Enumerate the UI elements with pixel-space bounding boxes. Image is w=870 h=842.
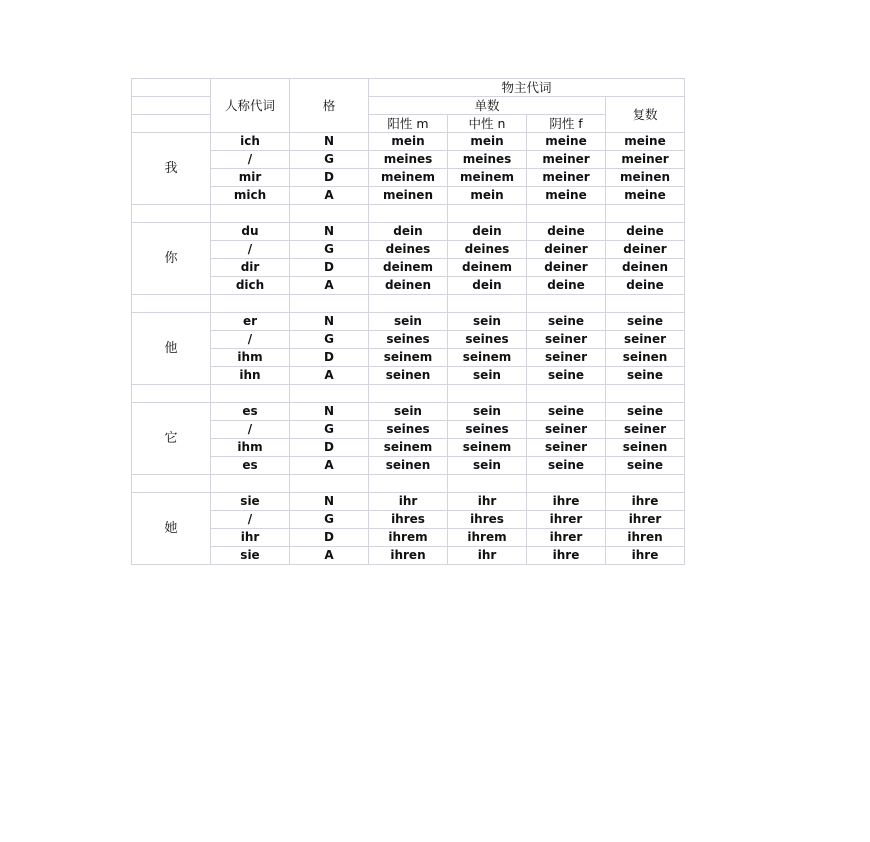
empty-cell [211, 205, 290, 223]
plural-cell: meiner [606, 151, 685, 169]
case-cell: G [290, 331, 369, 349]
masculine-cell: seines [369, 331, 448, 349]
empty-cell [290, 205, 369, 223]
empty-cell [527, 385, 606, 403]
neuter-cell: sein [448, 403, 527, 421]
feminine-cell: meine [527, 133, 606, 151]
feminine-cell: ihre [527, 547, 606, 565]
person-label: 她 [132, 493, 211, 565]
feminine-cell: ihrer [527, 511, 606, 529]
person-label: 我 [132, 133, 211, 205]
header-empty-cell [132, 97, 211, 115]
feminine-cell: meiner [527, 169, 606, 187]
feminine-cell: seiner [527, 421, 606, 439]
table-body [132, 133, 685, 565]
pronoun-cell: dich [211, 277, 290, 295]
pronoun-cell: ihn [211, 367, 290, 385]
masculine-cell: sein [369, 403, 448, 421]
empty-cell [132, 295, 211, 313]
neuter-cell: seines [448, 421, 527, 439]
header-empty-cell [132, 79, 211, 97]
plural-cell: meinen [606, 169, 685, 187]
plural-cell: seinen [606, 439, 685, 457]
feminine-cell: seine [527, 313, 606, 331]
table-row [132, 277, 685, 295]
case-cell: A [290, 457, 369, 475]
header-possessive: 物主代词 [369, 79, 685, 97]
masculine-cell: seinen [369, 457, 448, 475]
feminine-cell: meiner [527, 151, 606, 169]
neuter-cell: dein [448, 223, 527, 241]
plural-cell: meine [606, 133, 685, 151]
case-cell: N [290, 223, 369, 241]
neuter-cell: ihrem [448, 529, 527, 547]
table-row [132, 529, 685, 547]
masculine-cell: seinem [369, 349, 448, 367]
plural-cell: seine [606, 367, 685, 385]
feminine-cell: meine [527, 187, 606, 205]
neuter-cell: seines [448, 331, 527, 349]
masculine-cell: seines [369, 421, 448, 439]
neuter-cell: mein [448, 133, 527, 151]
plural-cell: seiner [606, 331, 685, 349]
neuter-cell: seinem [448, 349, 527, 367]
empty-cell [448, 475, 527, 493]
person-label: 它 [132, 403, 211, 475]
group-separator-row [132, 385, 685, 403]
pronoun-cell: du [211, 223, 290, 241]
table-row [132, 349, 685, 367]
plural-cell: deine [606, 277, 685, 295]
feminine-cell: seiner [527, 331, 606, 349]
empty-cell [448, 385, 527, 403]
feminine-cell: deiner [527, 259, 606, 277]
pronoun-cell: dir [211, 259, 290, 277]
case-cell: A [290, 547, 369, 565]
empty-cell [369, 295, 448, 313]
pronoun-cell: es [211, 457, 290, 475]
plural-cell: ihren [606, 529, 685, 547]
table-row [132, 493, 685, 511]
table-row [132, 187, 685, 205]
empty-cell [448, 205, 527, 223]
neuter-cell: sein [448, 457, 527, 475]
empty-cell [606, 205, 685, 223]
empty-cell [211, 475, 290, 493]
table-row [132, 367, 685, 385]
neuter-cell: ihr [448, 547, 527, 565]
feminine-cell: seiner [527, 349, 606, 367]
header-case: 格 [290, 79, 369, 133]
feminine-cell: seine [527, 457, 606, 475]
case-cell: N [290, 403, 369, 421]
case-cell: N [290, 313, 369, 331]
empty-cell [527, 475, 606, 493]
header-neuter: 中性 n [448, 115, 527, 133]
header-empty-cell [132, 115, 211, 133]
case-cell: D [290, 529, 369, 547]
masculine-cell: meinen [369, 187, 448, 205]
pronoun-cell: er [211, 313, 290, 331]
empty-cell [132, 385, 211, 403]
neuter-cell: sein [448, 367, 527, 385]
pronoun-cell: / [211, 421, 290, 439]
neuter-cell: dein [448, 277, 527, 295]
table-row [132, 457, 685, 475]
neuter-cell: seinem [448, 439, 527, 457]
neuter-cell: meines [448, 151, 527, 169]
empty-cell [369, 385, 448, 403]
empty-cell [369, 475, 448, 493]
header-feminine: 阴性 f [527, 115, 606, 133]
pronoun-cell: es [211, 403, 290, 421]
empty-cell [132, 475, 211, 493]
case-cell: D [290, 169, 369, 187]
masculine-cell: meinem [369, 169, 448, 187]
plural-cell: deiner [606, 241, 685, 259]
empty-cell [211, 385, 290, 403]
pronoun-cell: / [211, 331, 290, 349]
plural-cell: seinen [606, 349, 685, 367]
feminine-cell: seiner [527, 439, 606, 457]
case-cell: A [290, 277, 369, 295]
pronoun-cell: / [211, 151, 290, 169]
case-cell: N [290, 133, 369, 151]
plural-cell: ihre [606, 547, 685, 565]
empty-cell [527, 295, 606, 313]
header-personal-pronoun: 人称代词 [211, 79, 290, 133]
pronoun-cell: / [211, 241, 290, 259]
table-row [132, 259, 685, 277]
feminine-cell: ihre [527, 493, 606, 511]
masculine-cell: mein [369, 133, 448, 151]
masculine-cell: seinem [369, 439, 448, 457]
table-row [132, 313, 685, 331]
feminine-cell: deine [527, 223, 606, 241]
pronoun-cell: ihm [211, 349, 290, 367]
masculine-cell: sein [369, 313, 448, 331]
table-row [132, 223, 685, 241]
case-cell: D [290, 439, 369, 457]
empty-cell [369, 205, 448, 223]
pronoun-cell: ihr [211, 529, 290, 547]
pronoun-cell: mir [211, 169, 290, 187]
pronoun-cell: ich [211, 133, 290, 151]
empty-cell [132, 205, 211, 223]
plural-cell: seine [606, 313, 685, 331]
masculine-cell: deines [369, 241, 448, 259]
person-label: 你 [132, 223, 211, 295]
case-cell: G [290, 511, 369, 529]
neuter-cell: ihr [448, 493, 527, 511]
table-row [132, 241, 685, 259]
neuter-cell: meinem [448, 169, 527, 187]
table-row [132, 511, 685, 529]
plural-cell: ihrer [606, 511, 685, 529]
case-cell: A [290, 187, 369, 205]
header-plural: 复数 [606, 97, 685, 133]
masculine-cell: ihres [369, 511, 448, 529]
masculine-cell: ihr [369, 493, 448, 511]
plural-cell: deinen [606, 259, 685, 277]
case-cell: D [290, 349, 369, 367]
neuter-cell: sein [448, 313, 527, 331]
case-cell: G [290, 421, 369, 439]
neuter-cell: ihres [448, 511, 527, 529]
empty-cell [448, 295, 527, 313]
table-row [132, 439, 685, 457]
feminine-cell: deiner [527, 241, 606, 259]
table-row [132, 547, 685, 565]
empty-cell [606, 385, 685, 403]
pronoun-cell: / [211, 511, 290, 529]
pronoun-cell: sie [211, 547, 290, 565]
case-cell: N [290, 493, 369, 511]
header-masculine: 阳性 m [369, 115, 448, 133]
masculine-cell: deinem [369, 259, 448, 277]
case-cell: D [290, 259, 369, 277]
table-row [132, 421, 685, 439]
masculine-cell: ihren [369, 547, 448, 565]
empty-cell [606, 475, 685, 493]
empty-cell [290, 295, 369, 313]
header-singular: 单数 [369, 97, 606, 115]
group-separator-row [132, 475, 685, 493]
plural-cell: deine [606, 223, 685, 241]
feminine-cell: ihrer [527, 529, 606, 547]
feminine-cell: seine [527, 403, 606, 421]
empty-cell [290, 385, 369, 403]
empty-cell [527, 205, 606, 223]
neuter-cell: deinem [448, 259, 527, 277]
plural-cell: meine [606, 187, 685, 205]
empty-cell [290, 475, 369, 493]
masculine-cell: dein [369, 223, 448, 241]
plural-cell: ihre [606, 493, 685, 511]
table-row [132, 331, 685, 349]
plural-cell: seiner [606, 421, 685, 439]
masculine-cell: deinen [369, 277, 448, 295]
empty-cell [606, 295, 685, 313]
table-row [132, 403, 685, 421]
feminine-cell: seine [527, 367, 606, 385]
pronoun-cell: sie [211, 493, 290, 511]
plural-cell: seine [606, 457, 685, 475]
masculine-cell: ihrem [369, 529, 448, 547]
case-cell: A [290, 367, 369, 385]
table-row [132, 151, 685, 169]
masculine-cell: meines [369, 151, 448, 169]
person-label: 他 [132, 313, 211, 385]
case-cell: G [290, 151, 369, 169]
possessive-pronoun-table [131, 78, 685, 565]
neuter-cell: deines [448, 241, 527, 259]
neuter-cell: mein [448, 187, 527, 205]
empty-cell [211, 295, 290, 313]
group-separator-row [132, 295, 685, 313]
table-row [132, 169, 685, 187]
masculine-cell: seinen [369, 367, 448, 385]
pronoun-cell: mich [211, 187, 290, 205]
plural-cell: seine [606, 403, 685, 421]
feminine-cell: deine [527, 277, 606, 295]
group-separator-row [132, 205, 685, 223]
pronoun-cell: ihm [211, 439, 290, 457]
case-cell: G [290, 241, 369, 259]
table-row [132, 133, 685, 151]
